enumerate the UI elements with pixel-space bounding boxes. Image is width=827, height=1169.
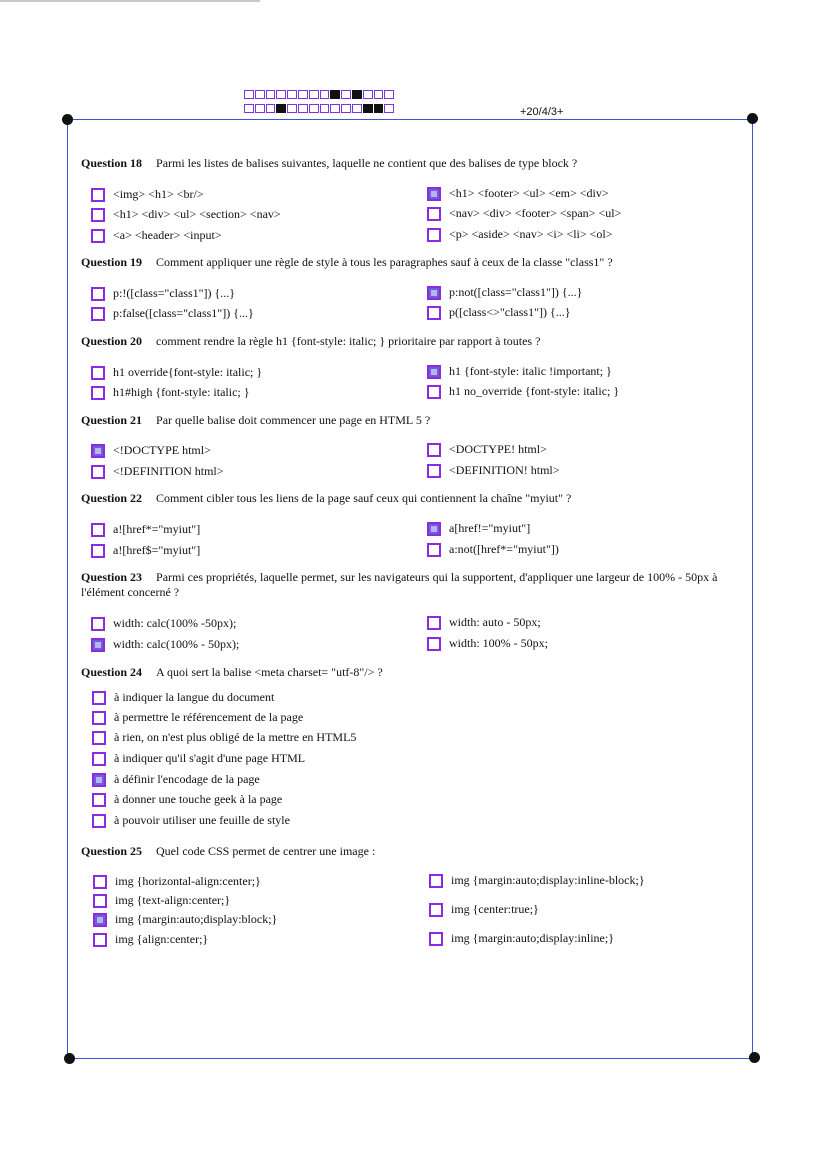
answer-option[interactable] [92, 792, 282, 807]
answer-option[interactable] [93, 893, 230, 908]
answer-option[interactable] [92, 772, 260, 787]
option-label: img {margin:auto;display:inline;} [451, 931, 614, 945]
answer-option[interactable] [92, 710, 303, 725]
checkbox[interactable] [427, 207, 441, 221]
option-label: <!DOCTYPE html> [113, 443, 211, 457]
option-label: à rien, on n'est plus obligé de la mettre en HTML5 [114, 730, 357, 744]
code-bar-cell [266, 104, 276, 113]
option-label: à définir l'encodage de la page [114, 772, 260, 786]
checkbox[interactable] [92, 814, 106, 828]
option-label: a:not([href*="myiut"]) [449, 542, 559, 556]
code-bar-cell [309, 104, 319, 113]
scan-artifact-line [0, 0, 260, 2]
code-bar-cell [298, 90, 308, 99]
checkbox[interactable] [92, 731, 106, 745]
code-bar-cell [330, 90, 340, 99]
checkbox[interactable] [91, 307, 105, 321]
answer-option[interactable] [427, 285, 582, 300]
option-label: a![href$="myiut"] [113, 543, 201, 557]
checkbox[interactable] [91, 638, 105, 652]
code-bar-cell [384, 104, 394, 113]
corner-mark [64, 1053, 75, 1064]
option-label: a[href!="myiut"] [449, 521, 531, 535]
option-label: p:!([class="class1"]) {...} [113, 286, 236, 300]
corner-mark [62, 114, 73, 125]
question-number: Question 22 [81, 491, 143, 505]
option-label: img {margin:auto;display:inline-block;} [451, 873, 645, 887]
question-text: A quoi sert la balise <meta charset= "utf-8"/> ? [156, 665, 383, 679]
option-label: p([class<>"class1"]) {...} [449, 305, 571, 319]
checkbox[interactable] [92, 711, 106, 725]
answer-option[interactable] [92, 751, 305, 766]
checkbox[interactable] [92, 752, 106, 766]
question-23 [81, 570, 746, 600]
question-number: Question 19 [81, 255, 143, 269]
checkbox[interactable] [427, 187, 441, 201]
checkbox[interactable] [427, 464, 441, 478]
answer-option[interactable] [93, 874, 261, 889]
answer-option[interactable] [427, 364, 612, 379]
code-bar-cell [341, 90, 351, 99]
code-bar-cell [266, 90, 276, 99]
checkbox[interactable] [427, 616, 441, 630]
answer-option[interactable] [91, 543, 200, 558]
option-label: <DEFINITION! html> [449, 463, 560, 477]
checkbox[interactable] [93, 933, 107, 947]
answer-option[interactable] [92, 690, 274, 705]
question-text: Comment appliquer une règle de style à tous les paragraphes sauf à ceux de la classe "class1" ? [156, 255, 613, 269]
checkbox[interactable] [93, 894, 107, 908]
code-bar-cell [244, 90, 254, 99]
code-bar-cell [276, 104, 286, 113]
option-label: h1 {font-style: italic !important; } [449, 364, 612, 378]
answer-option[interactable] [93, 932, 208, 947]
page-code: +20/4/3+ [520, 106, 564, 118]
answer-option[interactable] [427, 384, 619, 399]
checkbox[interactable] [91, 544, 105, 558]
code-bar-cell [363, 90, 373, 99]
answer-option[interactable] [427, 463, 560, 478]
question-24 [81, 665, 746, 680]
answer-option[interactable] [427, 636, 548, 651]
question-number: Question 21 [81, 413, 143, 427]
answer-option[interactable] [429, 873, 645, 888]
code-bar-cell [276, 90, 286, 99]
checkbox[interactable] [429, 903, 443, 917]
code-bar-cell [341, 104, 351, 113]
answer-option[interactable] [91, 306, 254, 321]
code-bar-cell [287, 90, 297, 99]
option-label: <!DEFINITION html> [113, 464, 224, 478]
checkbox[interactable] [91, 208, 105, 222]
answer-option[interactable] [91, 187, 204, 202]
code-bar-cell [374, 90, 384, 99]
answer-option[interactable] [427, 521, 530, 536]
checkbox[interactable] [427, 228, 441, 242]
checkbox[interactable] [91, 465, 105, 479]
question-text: Parmi ces propriétés, laquelle permet, sur les navigateurs qui la supportent, d'appliquer une largeur de 100% - 50px à l'élément concerné ? [81, 570, 718, 599]
checkbox[interactable] [91, 444, 105, 458]
answer-option[interactable] [427, 305, 571, 320]
code-bar-cell [287, 104, 297, 113]
corner-mark [747, 113, 758, 124]
code-bar-cell [363, 104, 373, 113]
option-label: <DOCTYPE! html> [449, 442, 547, 456]
option-label: h1 override{font-style: italic; } [113, 365, 263, 379]
question-number: Question 24 [81, 665, 143, 679]
checkbox[interactable] [427, 522, 441, 536]
answer-option[interactable] [427, 615, 541, 630]
answer-option[interactable] [91, 365, 262, 380]
answer-option[interactable] [91, 443, 211, 458]
code-bar-cell [330, 104, 340, 113]
answer-option[interactable] [427, 186, 609, 201]
answer-option[interactable] [429, 931, 614, 946]
question-number: Question 23 [81, 570, 143, 584]
code-bar-cell [384, 90, 394, 99]
code-bar-cell [352, 104, 362, 113]
option-label: <nav> <div> <footer> <span> <ul> [449, 206, 622, 220]
code-bar-cell [255, 90, 265, 99]
checkbox[interactable] [427, 385, 441, 399]
option-label: img {center:true;} [451, 902, 539, 916]
answer-option[interactable] [427, 227, 613, 242]
question-22 [81, 491, 746, 506]
checkbox[interactable] [427, 306, 441, 320]
option-label: à donner une touche geek à la page [114, 792, 283, 806]
checkbox[interactable] [91, 366, 105, 380]
checkbox[interactable] [427, 286, 441, 300]
corner-mark [749, 1052, 760, 1063]
checkbox[interactable] [91, 229, 105, 243]
question-number: Question 25 [81, 844, 143, 858]
code-bar-cell [352, 90, 362, 99]
code-bar-cell [298, 104, 308, 113]
checkbox[interactable] [429, 874, 443, 888]
option-label: <a> <header> <input> [113, 228, 222, 242]
option-label: <img> <h1> <br/> [113, 187, 204, 201]
answer-option[interactable] [429, 902, 539, 917]
question-25 [81, 844, 746, 859]
option-label: img {horizontal-align:center;} [115, 874, 261, 888]
code-bar-cell [320, 90, 330, 99]
checkbox[interactable] [91, 386, 105, 400]
checkbox[interactable] [92, 793, 106, 807]
checkbox[interactable] [92, 691, 106, 705]
question-text: Par quelle balise doit commencer une page en HTML 5 ? [156, 413, 431, 427]
checkbox[interactable] [429, 932, 443, 946]
question-number: Question 20 [81, 334, 143, 348]
code-bar-cell [309, 90, 319, 99]
code-bar-cell [320, 104, 330, 113]
option-label: h1#high {font-style: italic; } [113, 385, 250, 399]
checkbox[interactable] [93, 913, 107, 927]
checkbox[interactable] [427, 443, 441, 457]
answer-option[interactable] [92, 730, 356, 745]
answer-option[interactable] [91, 385, 250, 400]
question-text: Comment cibler tous les liens de la page sauf ceux qui contiennent la chaîne "myiut" ? [156, 491, 572, 505]
checkbox[interactable] [91, 287, 105, 301]
answer-option[interactable] [92, 813, 290, 828]
question-18 [81, 156, 746, 171]
option-label: a![href*="myiut"] [113, 522, 201, 536]
checkbox[interactable] [92, 773, 106, 787]
option-label: img {text-align:center;} [115, 893, 231, 907]
answer-option[interactable] [427, 542, 559, 557]
page-id-code-bar [244, 104, 395, 115]
option-label: à permettre le référencement de la page [114, 710, 304, 724]
answer-option[interactable] [91, 637, 239, 652]
option-label: p:false([class="class1"]) {...} [113, 306, 254, 320]
option-label: width: calc(100% - 50px); [113, 637, 240, 651]
option-label: p:not([class="class1"]) {...} [449, 285, 583, 299]
checkbox[interactable] [427, 543, 441, 557]
option-label: <h1> <div> <ul> <section> <nav> [113, 207, 281, 221]
option-label: width: calc(100% -50px); [113, 616, 237, 630]
code-bar-cell [374, 104, 384, 113]
answer-option[interactable] [91, 522, 200, 537]
option-label: h1 no_override {font-style: italic; } [449, 384, 620, 398]
code-bar-cell [255, 104, 265, 113]
option-label: width: 100% - 50px; [449, 636, 548, 650]
option-label: <h1> <footer> <ul> <em> <div> [449, 186, 609, 200]
question-text: Parmi les listes de balises suivantes, laquelle ne contient que des balises de type block ? [156, 156, 578, 170]
option-label: à pouvoir utiliser une feuille de style [114, 813, 290, 827]
question-number: Question 18 [81, 156, 143, 170]
answer-option[interactable] [91, 228, 222, 243]
checkbox[interactable] [93, 875, 107, 889]
option-label: <p> <aside> <nav> <i> <li> <ol> [449, 227, 613, 241]
answer-option[interactable] [427, 442, 547, 457]
checkbox[interactable] [91, 617, 105, 631]
question-20 [81, 334, 746, 349]
answer-option[interactable] [91, 286, 235, 301]
question-21 [81, 413, 746, 428]
question-text: comment rendre la règle h1 {font-style: italic; } prioritaire par rapport à toutes ? [156, 334, 541, 348]
checkbox[interactable] [427, 365, 441, 379]
option-label: à indiquer la langue du document [114, 690, 275, 704]
page-id-code-bar [244, 90, 395, 101]
code-bar-cell [244, 104, 254, 113]
checkbox[interactable] [427, 637, 441, 651]
option-label: img {align:center;} [115, 932, 209, 946]
answer-option[interactable] [91, 464, 224, 479]
checkbox[interactable] [91, 188, 105, 202]
answer-option[interactable] [93, 912, 277, 927]
option-label: img {margin:auto;display:block;} [115, 912, 278, 926]
question-text: Quel code CSS permet de centrer une image : [156, 844, 376, 858]
question-19 [81, 255, 746, 270]
answer-option[interactable] [91, 207, 281, 222]
checkbox[interactable] [91, 523, 105, 537]
option-label: à indiquer qu'il s'agit d'une page HTML [114, 751, 306, 765]
option-label: width: auto - 50px; [449, 615, 541, 629]
answer-option[interactable] [91, 616, 236, 631]
answer-option[interactable] [427, 206, 621, 221]
